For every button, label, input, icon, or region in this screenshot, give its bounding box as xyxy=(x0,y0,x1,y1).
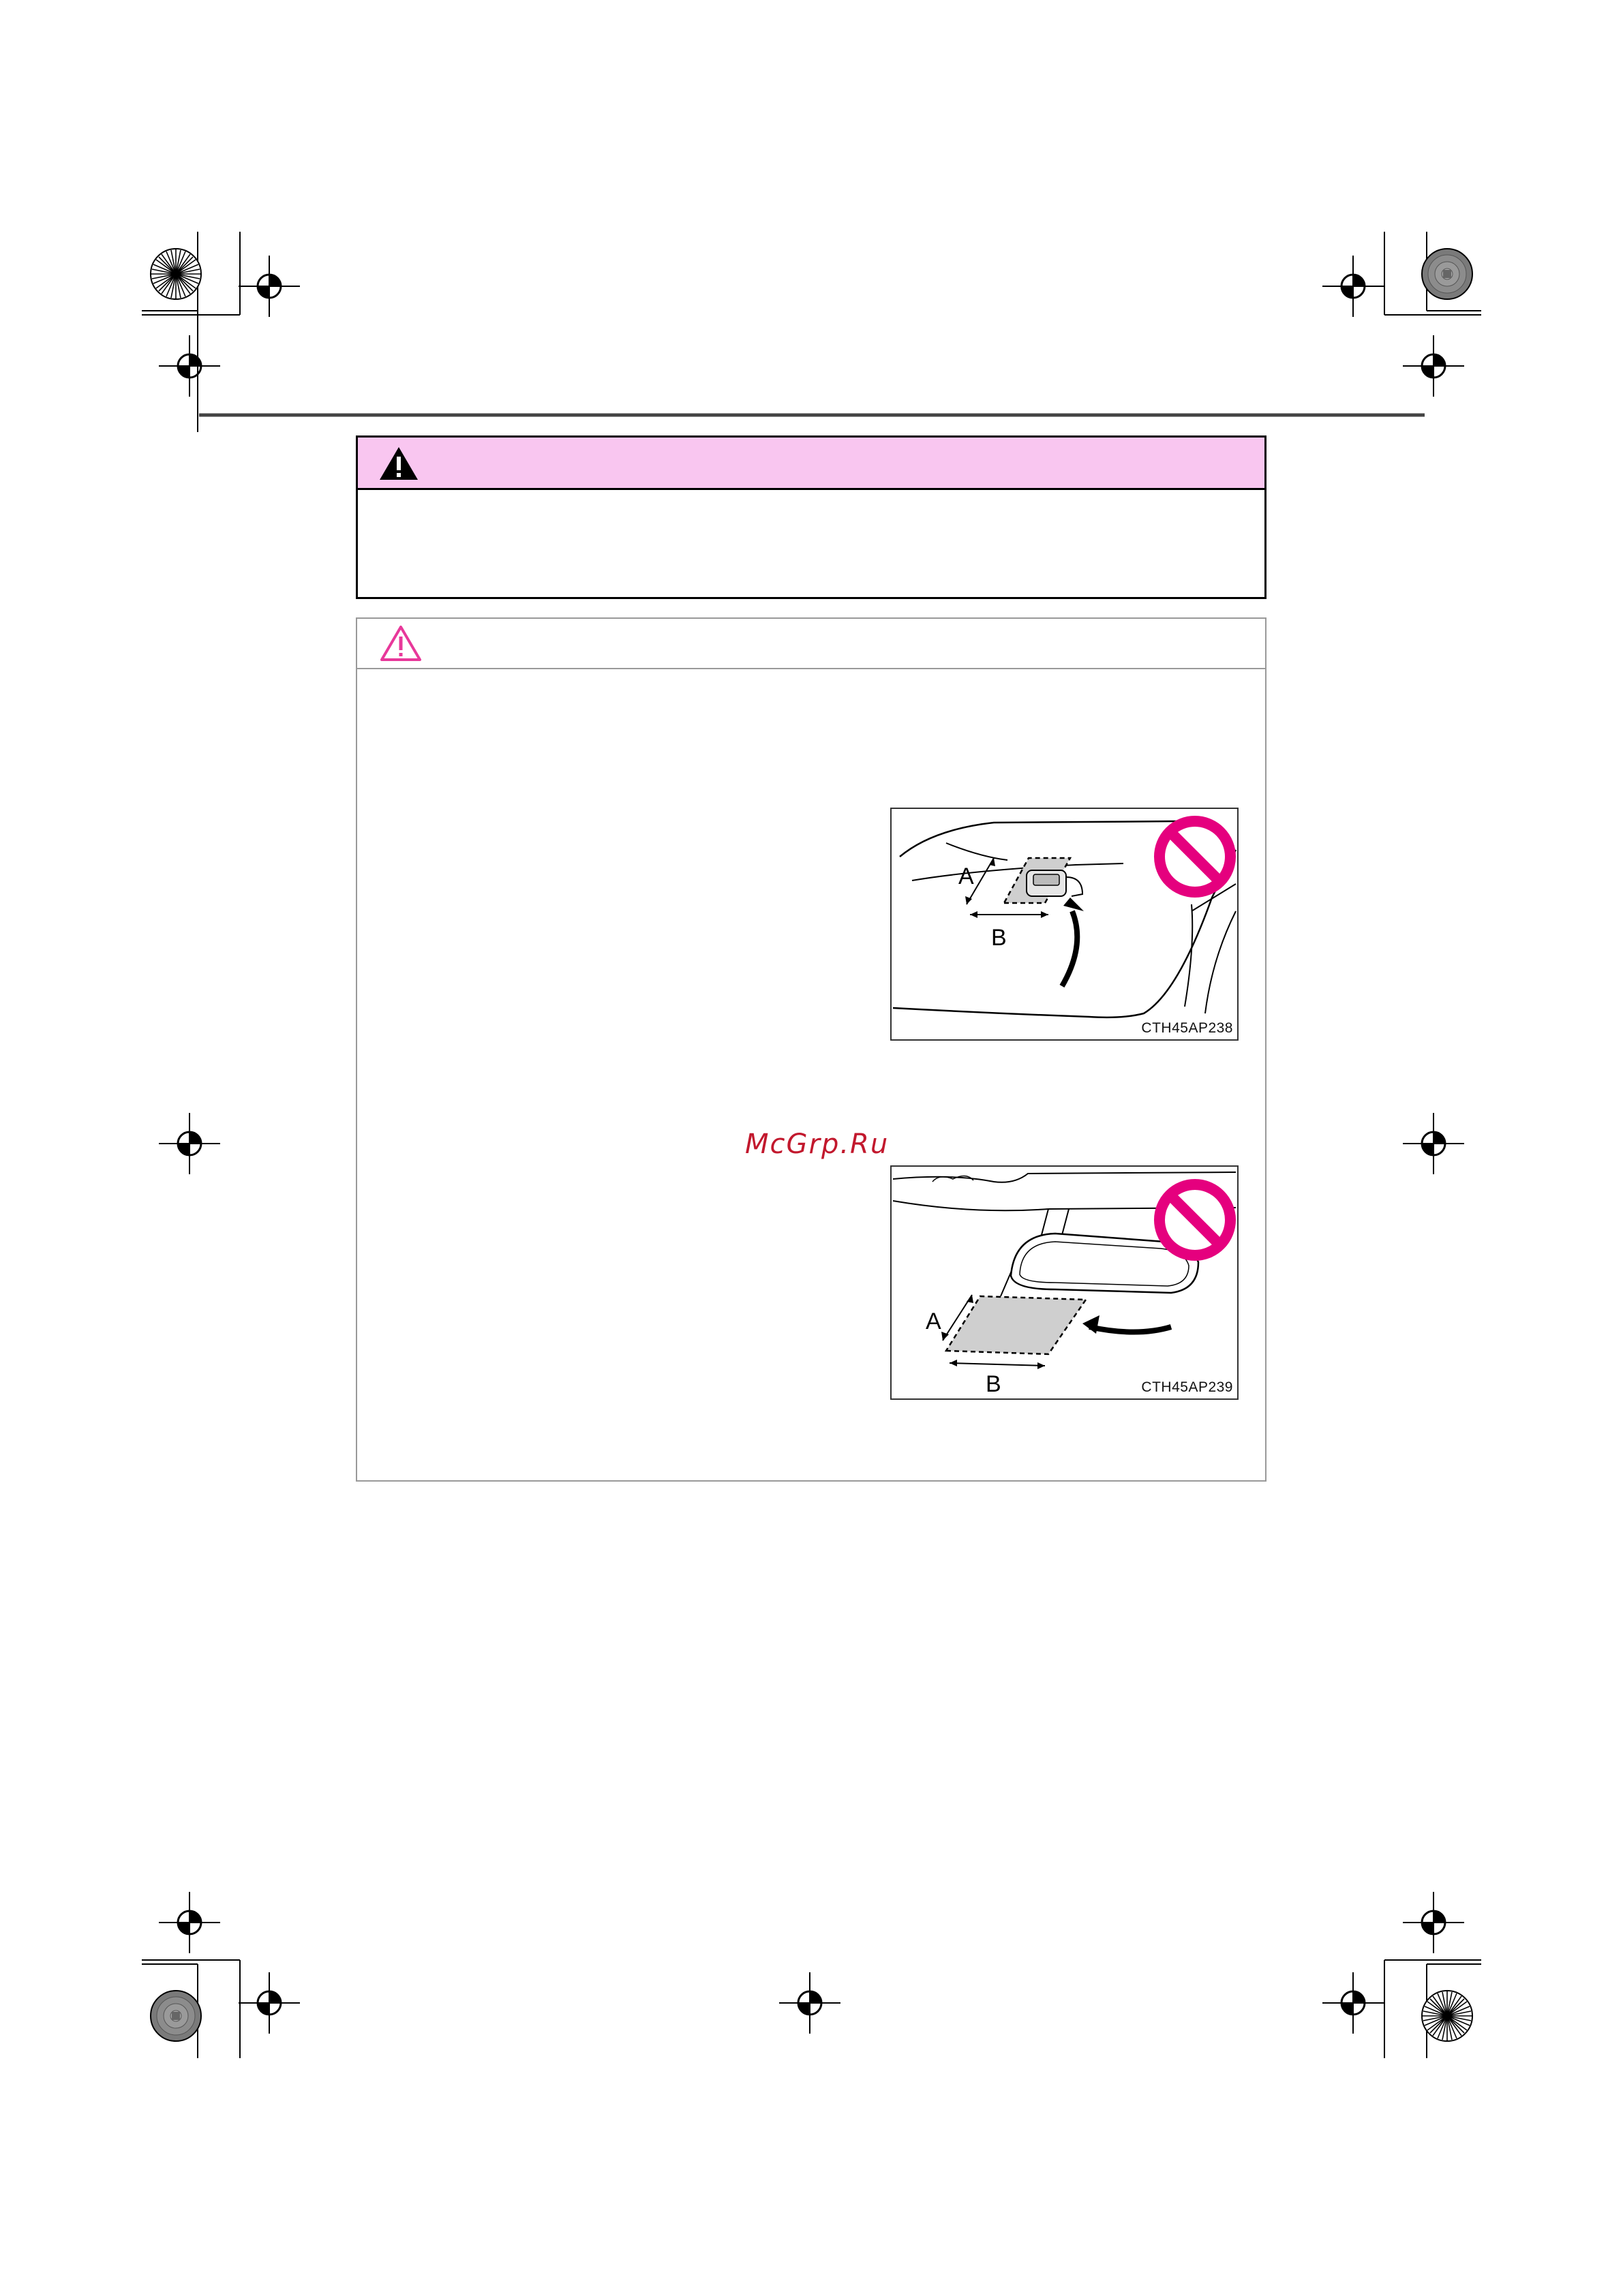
warning-triangle-icon xyxy=(378,446,419,481)
figure-code: CTH45AP238 xyxy=(1141,1020,1233,1036)
illustration-figure-1 xyxy=(890,808,1239,1041)
dimension-label-b: B xyxy=(986,1371,1001,1397)
figure-code: CTH45AP239 xyxy=(1141,1379,1233,1395)
rearview-mirror-illustration xyxy=(892,1167,1237,1398)
watermark: McGrp.Ru xyxy=(745,1129,890,1160)
windshield-sensor-illustration xyxy=(892,809,1237,1039)
caution-triangle-outline-icon xyxy=(379,624,423,662)
warning-body xyxy=(358,490,1264,517)
illustration-figure-2 xyxy=(890,1165,1239,1400)
warning-header xyxy=(358,438,1264,490)
notice-body xyxy=(357,669,1265,697)
notice-header xyxy=(357,619,1265,669)
dimension-label-a: A xyxy=(958,863,974,889)
dimension-label-a: A xyxy=(926,1308,941,1334)
dimension-label-b: B xyxy=(991,925,1007,951)
warning-box xyxy=(356,435,1266,599)
